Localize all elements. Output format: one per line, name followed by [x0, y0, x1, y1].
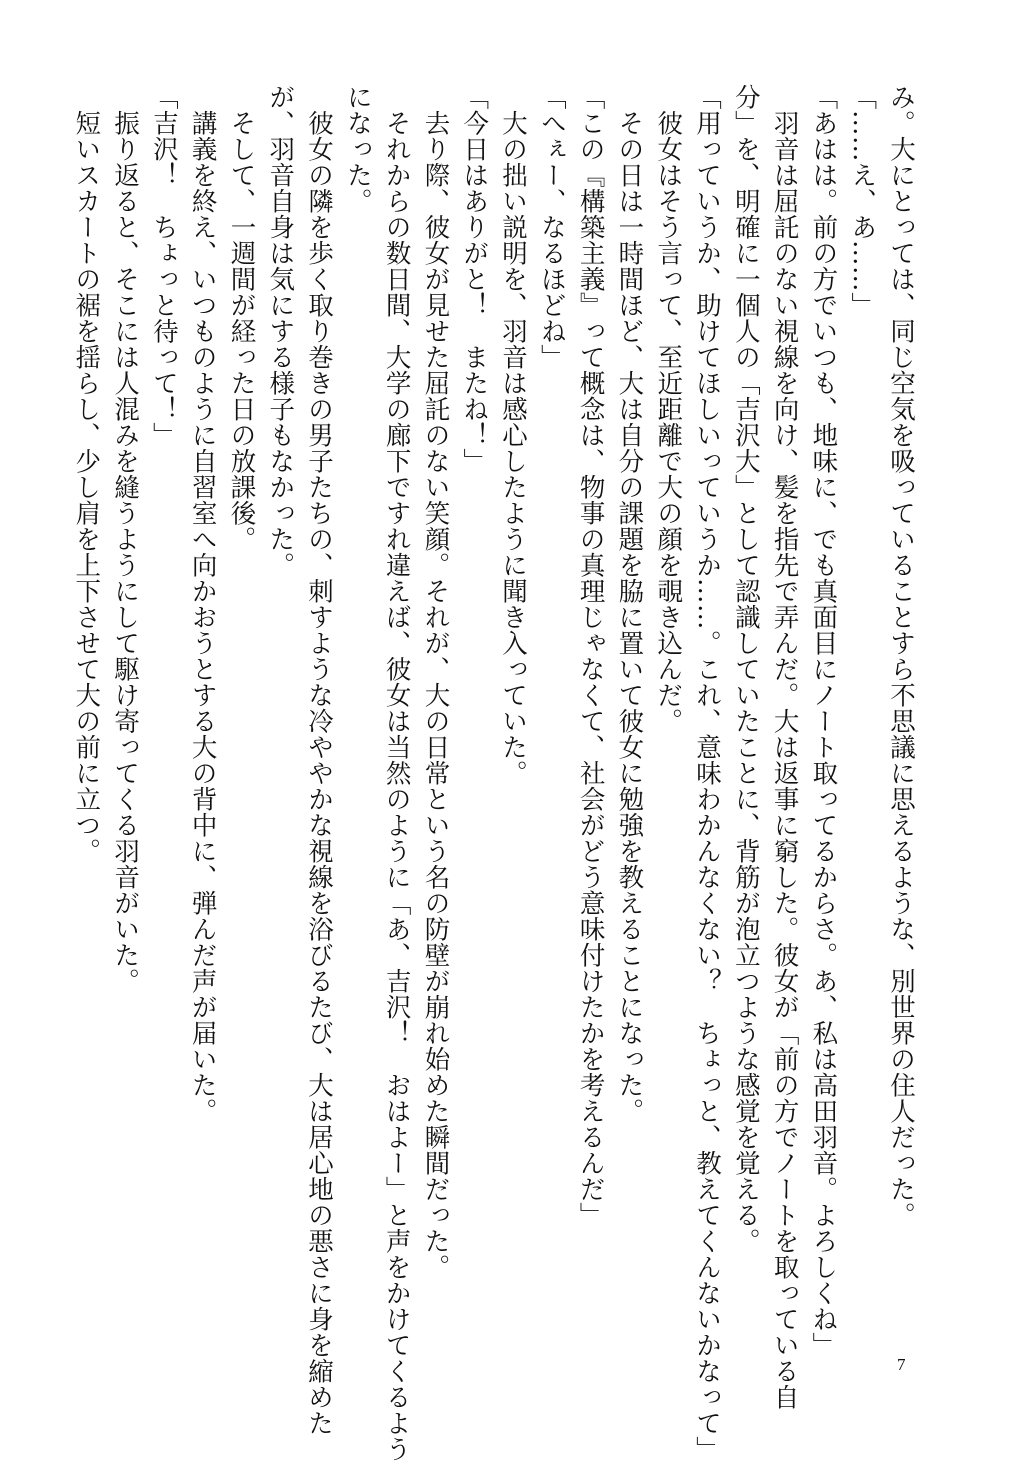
text-line: 「吉沢！ ちょっと待って！」 — [148, 84, 179, 448]
text-line: 去り際、彼女が見せた屈託のない笑顔。それが、大の日常という名の防壁が崩れ始めた瞬間だった。 — [420, 84, 451, 1280]
text-line: 「あはは。前の方でいつも、地味に、でも真面目にノート取ってるからさ。あ、私は高田羽音。よろしくね」 — [808, 84, 839, 1358]
text-line: その日は一時間ほど、大は自分の課題を脇に置いて彼女に勉強を教えることになった。 — [614, 84, 645, 1124]
text-line: 振り返ると、そこには人混みを縫うようにして駆け寄ってくる羽音がいた。 — [110, 84, 141, 994]
text-line: 大の拙い説明を、羽音は感心したように聞き入っていた。 — [498, 84, 529, 786]
text-line: が、羽音自身は気にする様子もなかった。 — [265, 84, 296, 578]
page-number: 7 — [897, 1355, 906, 1374]
text-line: 「この『構築主義』って概念は、物事の真理じゃなくて、社会がどう意味付けたかを考えるんだ」 — [575, 84, 606, 1228]
text-line: 講義を終え、いつものように自習室へ向かおうとする大の背中に、弾んだ声が届いた。 — [187, 84, 218, 1124]
text-line: み。大にとっては、同じ空気を吸っていることすら不思議に思えるような、別世界の住人だった。 — [886, 84, 916, 1228]
text-line: それからの数日間、大学の廊下ですれ違えば、彼女は当然のように「あ、吉沢！ おはよー」と声をかけてくるよう — [381, 84, 412, 1462]
text-line: 「へぇー、なるほどね」 — [536, 84, 567, 370]
text-line: 彼女はそう言って、至近距離で大の顔を覗き込んだ。 — [653, 84, 684, 734]
text-line: 「用っていうか、助けてほしいっていうか……。これ、意味わかんなくない？ ちょっと、教えてくんないかなって」 — [692, 84, 723, 1462]
text-line: 短いスカートの裾を揺らし、少し肩を上下させて大の前に立つ。 — [71, 84, 102, 864]
text-line: 分」を、明確に一個人の「吉沢大」として認識していたことに、背筋が泡立つような感覚を覚える。 — [730, 84, 761, 1254]
text-line: 「……え、あ……」 — [847, 84, 878, 318]
vertical-text-body — [70, 84, 920, 1462]
text-line: 「今日はありがと！ またね！」 — [459, 84, 490, 474]
text-line: 羽音は屈託のない視線を向け、髪を指先で弄んだ。大は返事に窮した。彼女が「前の方でノートを取っている自 — [769, 84, 800, 1410]
text-line: 彼女の隣を歩く取り巻きの男子たちの、刺すような冷ややかな視線を浴びるたび、大は居心地の悪さに身を縮めた — [304, 84, 335, 1436]
text-line: になった。 — [342, 84, 373, 214]
text-line: そして、一週間が経った日の放課後。 — [226, 84, 257, 552]
